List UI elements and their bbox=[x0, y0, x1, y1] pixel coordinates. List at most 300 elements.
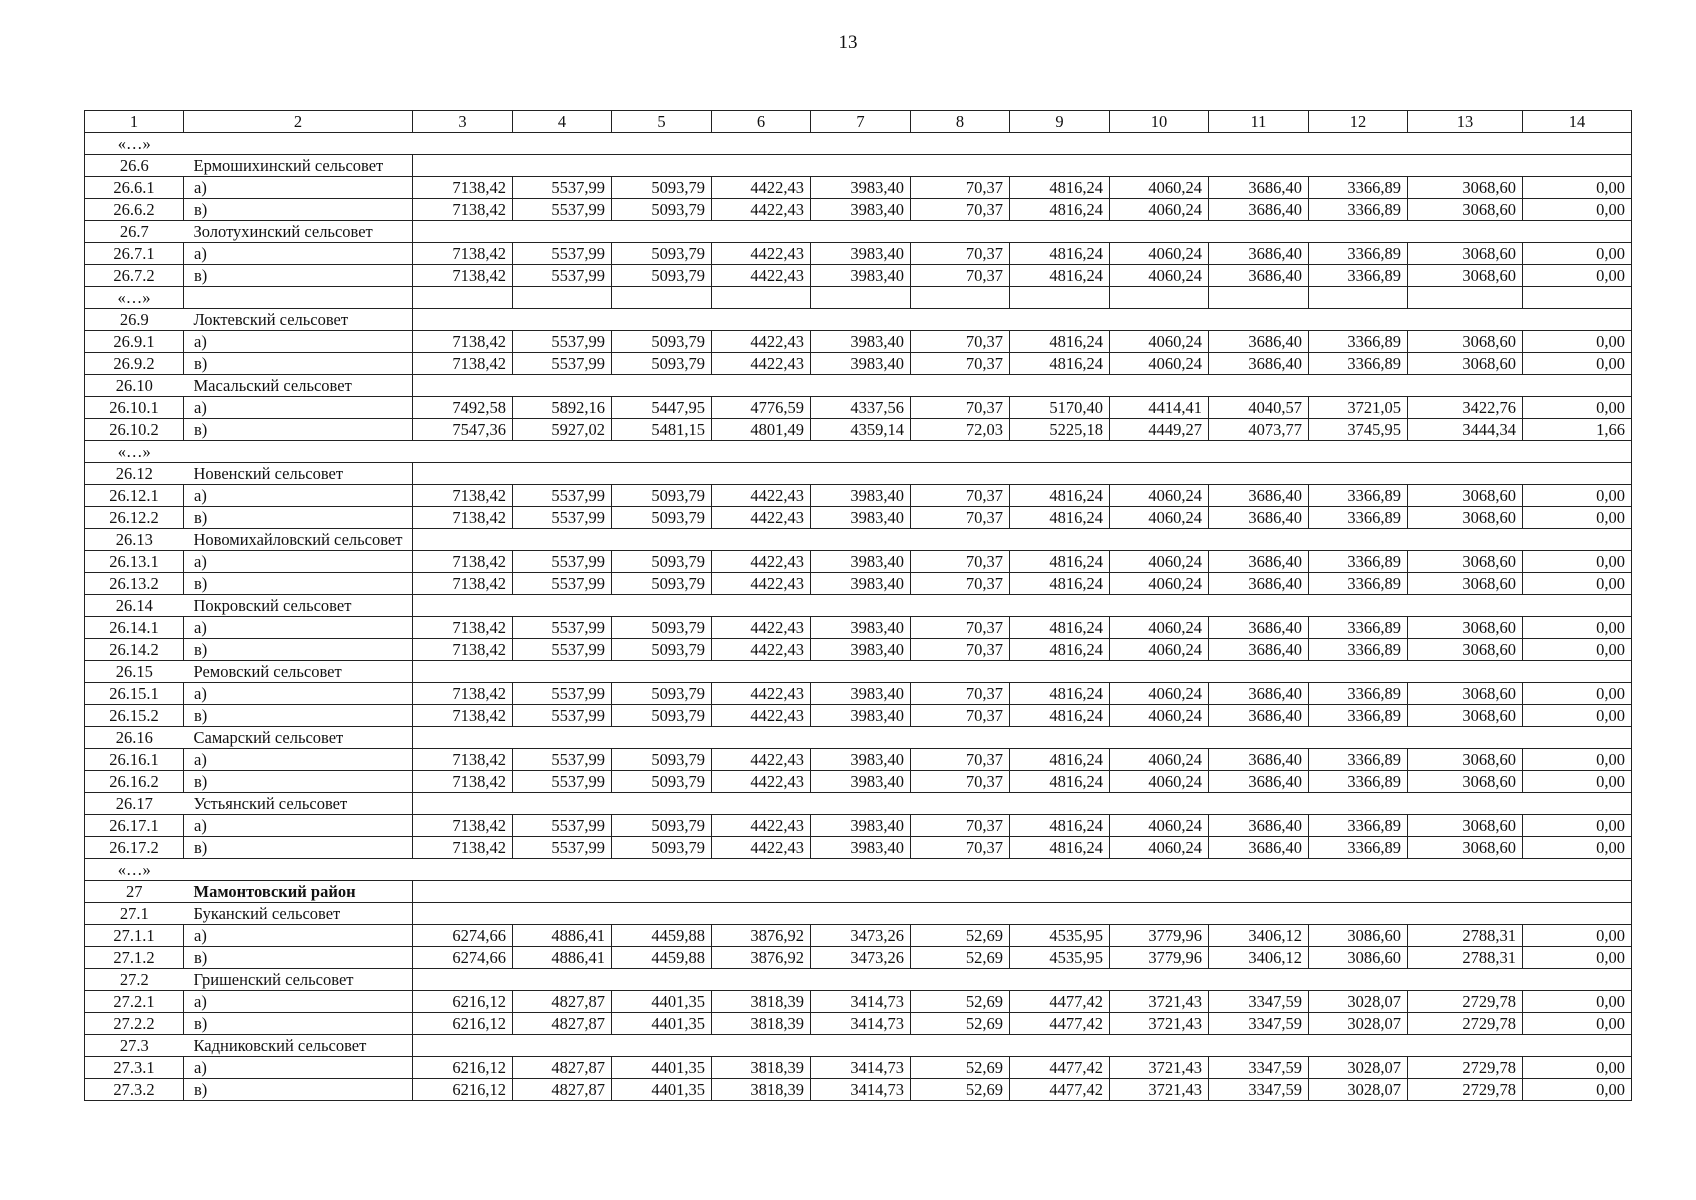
value-cell: 3686,40 bbox=[1209, 243, 1309, 265]
value-cell: 3366,89 bbox=[1309, 551, 1408, 573]
row-variant: в) bbox=[184, 837, 413, 859]
table-row bbox=[85, 331, 1632, 353]
value-cell: 3983,40 bbox=[811, 177, 911, 199]
value-cell: 3414,73 bbox=[811, 1057, 911, 1079]
value-cell: 5927,02 bbox=[513, 419, 612, 441]
empty-cell bbox=[513, 287, 612, 309]
value-cell: 5537,99 bbox=[513, 353, 612, 375]
value-cell: 3068,60 bbox=[1408, 705, 1523, 727]
value-cell: 4060,24 bbox=[1110, 331, 1209, 353]
empty-cell bbox=[413, 287, 513, 309]
value-cell: 4422,43 bbox=[712, 705, 811, 727]
value-cell: 3983,40 bbox=[811, 551, 911, 573]
value-cell: 5447,95 bbox=[612, 397, 712, 419]
table-row bbox=[85, 749, 1632, 771]
value-cell: 3366,89 bbox=[1309, 617, 1408, 639]
row-code: 26.17.1 bbox=[85, 815, 184, 837]
column-header: 14 bbox=[1523, 111, 1632, 133]
value-cell: 3686,40 bbox=[1209, 573, 1309, 595]
value-cell: 3366,89 bbox=[1309, 485, 1408, 507]
table-row bbox=[85, 199, 1632, 221]
value-cell: 3444,34 bbox=[1408, 419, 1523, 441]
empty-cell bbox=[911, 287, 1010, 309]
value-cell: 0,00 bbox=[1523, 397, 1632, 419]
table-row bbox=[85, 771, 1632, 793]
row-code: 26.15.2 bbox=[85, 705, 184, 727]
row-variant: в) bbox=[184, 639, 413, 661]
row-code: 26.6.2 bbox=[85, 199, 184, 221]
empty-cell bbox=[1309, 287, 1408, 309]
value-cell: 4337,56 bbox=[811, 397, 911, 419]
value-cell: 4422,43 bbox=[712, 243, 811, 265]
value-cell: 3876,92 bbox=[712, 947, 811, 969]
value-cell: 2729,78 bbox=[1408, 1013, 1523, 1035]
value-cell: 3068,60 bbox=[1408, 771, 1523, 793]
value-cell: 52,69 bbox=[911, 947, 1010, 969]
value-cell: 0,00 bbox=[1523, 1057, 1632, 1079]
row-variant: в) bbox=[184, 947, 413, 969]
column-header: 1 bbox=[85, 111, 184, 133]
council-header-row bbox=[85, 903, 1632, 925]
value-cell: 4827,87 bbox=[513, 1013, 612, 1035]
empty-cell bbox=[184, 287, 413, 309]
value-cell: 4816,24 bbox=[1010, 617, 1110, 639]
value-cell: 0,00 bbox=[1523, 243, 1632, 265]
value-cell: 3366,89 bbox=[1309, 331, 1408, 353]
value-cell: 5537,99 bbox=[513, 507, 612, 529]
value-cell: 3686,40 bbox=[1209, 771, 1309, 793]
omission-row bbox=[85, 287, 1632, 309]
value-cell: 5537,99 bbox=[513, 771, 612, 793]
value-cell: 3406,12 bbox=[1209, 947, 1309, 969]
value-cell: 0,00 bbox=[1523, 573, 1632, 595]
council-header-row bbox=[85, 969, 1632, 991]
value-cell: 3068,60 bbox=[1408, 837, 1523, 859]
value-cell: 4816,24 bbox=[1010, 177, 1110, 199]
council-header-row bbox=[85, 221, 1632, 243]
value-cell: 4422,43 bbox=[712, 573, 811, 595]
value-cell: 0,00 bbox=[1523, 177, 1632, 199]
council-name: Буканский сельсовет bbox=[184, 903, 413, 925]
value-cell: 4422,43 bbox=[712, 617, 811, 639]
row-code: 26.10.1 bbox=[85, 397, 184, 419]
value-cell: 3686,40 bbox=[1209, 265, 1309, 287]
value-cell: 3983,40 bbox=[811, 573, 911, 595]
value-cell: 4816,24 bbox=[1010, 683, 1110, 705]
value-cell: 5093,79 bbox=[612, 199, 712, 221]
value-cell: 4477,42 bbox=[1010, 1057, 1110, 1079]
row-code: 26.12.1 bbox=[85, 485, 184, 507]
row-code: 26.6.1 bbox=[85, 177, 184, 199]
row-code: 26.17 bbox=[85, 793, 184, 815]
value-cell: 3068,60 bbox=[1408, 265, 1523, 287]
value-cell: 3366,89 bbox=[1309, 265, 1408, 287]
value-cell: 3983,40 bbox=[811, 815, 911, 837]
value-cell: 0,00 bbox=[1523, 991, 1632, 1013]
value-cell: 7138,42 bbox=[413, 353, 513, 375]
empty-cell bbox=[413, 309, 1632, 331]
empty-cell bbox=[1408, 287, 1523, 309]
value-cell: 70,37 bbox=[911, 397, 1010, 419]
value-cell: 3366,89 bbox=[1309, 749, 1408, 771]
omission-marker: «…» bbox=[85, 859, 184, 881]
value-cell: 52,69 bbox=[911, 1057, 1010, 1079]
value-cell: 4422,43 bbox=[712, 177, 811, 199]
council-name: Самарский сельсовет bbox=[184, 727, 413, 749]
value-cell: 3818,39 bbox=[712, 1013, 811, 1035]
value-cell: 4414,41 bbox=[1110, 397, 1209, 419]
value-cell: 4060,24 bbox=[1110, 573, 1209, 595]
value-cell: 0,00 bbox=[1523, 749, 1632, 771]
omission-row bbox=[85, 859, 1632, 881]
value-cell: 3818,39 bbox=[712, 1057, 811, 1079]
row-code: 26.6 bbox=[85, 155, 184, 177]
value-cell: 5537,99 bbox=[513, 177, 612, 199]
row-variant: в) bbox=[184, 419, 413, 441]
table-row bbox=[85, 925, 1632, 947]
council-name: Масальский сельсовет bbox=[184, 375, 413, 397]
value-cell: 4422,43 bbox=[712, 485, 811, 507]
value-cell: 4816,24 bbox=[1010, 705, 1110, 727]
value-cell: 4060,24 bbox=[1110, 683, 1209, 705]
row-code: 26.7.2 bbox=[85, 265, 184, 287]
value-cell: 0,00 bbox=[1523, 507, 1632, 529]
value-cell: 3983,40 bbox=[811, 485, 911, 507]
value-cell: 4060,24 bbox=[1110, 199, 1209, 221]
empty-cell bbox=[413, 155, 1632, 177]
value-cell: 5170,40 bbox=[1010, 397, 1110, 419]
value-cell: 5093,79 bbox=[612, 749, 712, 771]
value-cell: 3686,40 bbox=[1209, 639, 1309, 661]
council-header-row bbox=[85, 793, 1632, 815]
value-cell: 3068,60 bbox=[1408, 683, 1523, 705]
value-cell: 52,69 bbox=[911, 1079, 1010, 1101]
column-header: 8 bbox=[911, 111, 1010, 133]
empty-cell bbox=[413, 463, 1632, 485]
empty-cell bbox=[1209, 287, 1309, 309]
value-cell: 3366,89 bbox=[1309, 199, 1408, 221]
value-cell: 1,66 bbox=[1523, 419, 1632, 441]
value-cell: 3406,12 bbox=[1209, 925, 1309, 947]
page-number: 13 bbox=[838, 32, 858, 53]
value-cell: 0,00 bbox=[1523, 815, 1632, 837]
council-name: Новенский сельсовет bbox=[184, 463, 413, 485]
value-cell: 4422,43 bbox=[712, 353, 811, 375]
value-cell: 7138,42 bbox=[413, 331, 513, 353]
value-cell: 3068,60 bbox=[1408, 749, 1523, 771]
value-cell: 7138,42 bbox=[413, 749, 513, 771]
value-cell: 4073,77 bbox=[1209, 419, 1309, 441]
value-cell: 3366,89 bbox=[1309, 353, 1408, 375]
value-cell: 5537,99 bbox=[513, 815, 612, 837]
value-cell: 70,37 bbox=[911, 705, 1010, 727]
value-cell: 3983,40 bbox=[811, 265, 911, 287]
value-cell: 70,37 bbox=[911, 573, 1010, 595]
value-cell: 3983,40 bbox=[811, 837, 911, 859]
value-cell: 3686,40 bbox=[1209, 815, 1309, 837]
value-cell: 70,37 bbox=[911, 331, 1010, 353]
value-cell: 2788,31 bbox=[1408, 925, 1523, 947]
omission-row bbox=[85, 441, 1632, 463]
value-cell: 5093,79 bbox=[612, 243, 712, 265]
row-code: 26.9.2 bbox=[85, 353, 184, 375]
value-cell: 7547,36 bbox=[413, 419, 513, 441]
value-cell: 4060,24 bbox=[1110, 551, 1209, 573]
value-cell: 5537,99 bbox=[513, 485, 612, 507]
row-code: 26.12.2 bbox=[85, 507, 184, 529]
value-cell: 3086,60 bbox=[1309, 947, 1408, 969]
value-cell: 6216,12 bbox=[413, 991, 513, 1013]
value-cell: 3983,40 bbox=[811, 771, 911, 793]
value-cell: 4816,24 bbox=[1010, 639, 1110, 661]
value-cell: 5093,79 bbox=[612, 705, 712, 727]
column-header: 10 bbox=[1110, 111, 1209, 133]
row-variant: а) bbox=[184, 1057, 413, 1079]
empty-cell bbox=[413, 661, 1632, 683]
value-cell: 0,00 bbox=[1523, 1013, 1632, 1035]
row-variant: в) bbox=[184, 1013, 413, 1035]
value-cell: 52,69 bbox=[911, 1013, 1010, 1035]
column-header: 9 bbox=[1010, 111, 1110, 133]
council-name: Кадниковский сельсовет bbox=[184, 1035, 413, 1057]
value-cell: 70,37 bbox=[911, 837, 1010, 859]
value-cell: 0,00 bbox=[1523, 551, 1632, 573]
value-cell: 3086,60 bbox=[1309, 925, 1408, 947]
council-name: Золотухинский сельсовет bbox=[184, 221, 413, 243]
council-header-row bbox=[85, 727, 1632, 749]
council-header-row bbox=[85, 375, 1632, 397]
value-cell: 5093,79 bbox=[612, 573, 712, 595]
value-cell: 5093,79 bbox=[612, 353, 712, 375]
empty-cell bbox=[1523, 287, 1632, 309]
table-row bbox=[85, 397, 1632, 419]
value-cell: 4886,41 bbox=[513, 925, 612, 947]
value-cell: 3983,40 bbox=[811, 243, 911, 265]
table-row bbox=[85, 419, 1632, 441]
council-header-row bbox=[85, 661, 1632, 683]
value-cell: 5537,99 bbox=[513, 265, 612, 287]
value-cell: 3068,60 bbox=[1408, 199, 1523, 221]
value-cell: 3366,89 bbox=[1309, 177, 1408, 199]
value-cell: 70,37 bbox=[911, 683, 1010, 705]
council-header-row bbox=[85, 309, 1632, 331]
value-cell: 2788,31 bbox=[1408, 947, 1523, 969]
value-cell: 3028,07 bbox=[1309, 1079, 1408, 1101]
row-variant: в) bbox=[184, 507, 413, 529]
council-name: Покровский сельсовет bbox=[184, 595, 413, 617]
council-name: Новомихайловский сельсовет bbox=[184, 529, 413, 551]
row-variant: а) bbox=[184, 177, 413, 199]
value-cell: 52,69 bbox=[911, 991, 1010, 1013]
column-header: 6 bbox=[712, 111, 811, 133]
value-cell: 7138,42 bbox=[413, 617, 513, 639]
council-name: Ермошихинский сельсовет bbox=[184, 155, 413, 177]
value-cell: 5892,16 bbox=[513, 397, 612, 419]
value-cell: 4401,35 bbox=[612, 991, 712, 1013]
empty-cell bbox=[184, 133, 1632, 155]
value-cell: 7138,42 bbox=[413, 551, 513, 573]
value-cell: 4827,87 bbox=[513, 991, 612, 1013]
value-cell: 0,00 bbox=[1523, 771, 1632, 793]
district-name: Мамонтовский район bbox=[184, 881, 413, 903]
value-cell: 4459,88 bbox=[612, 925, 712, 947]
row-variant: а) bbox=[184, 331, 413, 353]
value-cell: 3366,89 bbox=[1309, 683, 1408, 705]
column-header: 5 bbox=[612, 111, 712, 133]
value-cell: 70,37 bbox=[911, 199, 1010, 221]
value-cell: 52,69 bbox=[911, 925, 1010, 947]
value-cell: 4060,24 bbox=[1110, 837, 1209, 859]
value-cell: 0,00 bbox=[1523, 617, 1632, 639]
value-cell: 4535,95 bbox=[1010, 925, 1110, 947]
value-cell: 5093,79 bbox=[612, 683, 712, 705]
table-row bbox=[85, 485, 1632, 507]
value-cell: 0,00 bbox=[1523, 485, 1632, 507]
district-header-row bbox=[85, 881, 1632, 903]
value-cell: 3983,40 bbox=[811, 683, 911, 705]
value-cell: 3721,43 bbox=[1110, 1079, 1209, 1101]
column-header: 7 bbox=[811, 111, 911, 133]
table-row bbox=[85, 573, 1632, 595]
value-cell: 3473,26 bbox=[811, 925, 911, 947]
row-code: 26.7.1 bbox=[85, 243, 184, 265]
value-cell: 5093,79 bbox=[612, 771, 712, 793]
value-cell: 3686,40 bbox=[1209, 199, 1309, 221]
value-cell: 6216,12 bbox=[413, 1013, 513, 1035]
value-cell: 7138,42 bbox=[413, 573, 513, 595]
value-cell: 7138,42 bbox=[413, 507, 513, 529]
table-row bbox=[85, 815, 1632, 837]
value-cell: 3686,40 bbox=[1209, 507, 1309, 529]
row-code: 26.14 bbox=[85, 595, 184, 617]
value-cell: 6274,66 bbox=[413, 947, 513, 969]
value-cell: 3983,40 bbox=[811, 705, 911, 727]
row-code: 27 bbox=[85, 881, 184, 903]
value-cell: 4816,24 bbox=[1010, 573, 1110, 595]
value-cell: 5093,79 bbox=[612, 265, 712, 287]
value-cell: 3068,60 bbox=[1408, 507, 1523, 529]
row-variant: а) bbox=[184, 485, 413, 507]
row-code: 27.3.2 bbox=[85, 1079, 184, 1101]
value-cell: 4886,41 bbox=[513, 947, 612, 969]
row-code: 26.15.1 bbox=[85, 683, 184, 705]
value-cell: 2729,78 bbox=[1408, 991, 1523, 1013]
row-code: 26.16.1 bbox=[85, 749, 184, 771]
empty-cell bbox=[413, 529, 1632, 551]
row-variant: в) bbox=[184, 573, 413, 595]
column-header: 12 bbox=[1309, 111, 1408, 133]
value-cell: 4060,24 bbox=[1110, 507, 1209, 529]
value-cell: 3686,40 bbox=[1209, 331, 1309, 353]
value-cell: 3721,43 bbox=[1110, 991, 1209, 1013]
value-cell: 3983,40 bbox=[811, 749, 911, 771]
omission-row bbox=[85, 133, 1632, 155]
value-cell: 3779,96 bbox=[1110, 925, 1209, 947]
value-cell: 0,00 bbox=[1523, 353, 1632, 375]
value-cell: 3366,89 bbox=[1309, 837, 1408, 859]
value-cell: 6216,12 bbox=[413, 1079, 513, 1101]
row-code: 26.13.1 bbox=[85, 551, 184, 573]
value-cell: 3068,60 bbox=[1408, 573, 1523, 595]
value-cell: 5093,79 bbox=[612, 551, 712, 573]
value-cell: 5093,79 bbox=[612, 837, 712, 859]
value-cell: 3366,89 bbox=[1309, 243, 1408, 265]
column-header: 4 bbox=[513, 111, 612, 133]
value-cell: 7138,42 bbox=[413, 705, 513, 727]
council-header-row bbox=[85, 463, 1632, 485]
value-cell: 3414,73 bbox=[811, 1079, 911, 1101]
value-cell: 5481,15 bbox=[612, 419, 712, 441]
value-cell: 4359,14 bbox=[811, 419, 911, 441]
value-cell: 4060,24 bbox=[1110, 815, 1209, 837]
value-cell: 70,37 bbox=[911, 485, 1010, 507]
empty-cell bbox=[413, 1035, 1632, 1057]
value-cell: 4060,24 bbox=[1110, 265, 1209, 287]
value-cell: 3686,40 bbox=[1209, 705, 1309, 727]
row-variant: а) bbox=[184, 991, 413, 1013]
value-cell: 3347,59 bbox=[1209, 991, 1309, 1013]
value-cell: 7138,42 bbox=[413, 485, 513, 507]
value-cell: 0,00 bbox=[1523, 925, 1632, 947]
value-cell: 4401,35 bbox=[612, 1079, 712, 1101]
value-cell: 3983,40 bbox=[811, 331, 911, 353]
council-header-row bbox=[85, 595, 1632, 617]
value-cell: 3068,60 bbox=[1408, 353, 1523, 375]
value-cell: 0,00 bbox=[1523, 683, 1632, 705]
value-cell: 5093,79 bbox=[612, 617, 712, 639]
value-cell: 3068,60 bbox=[1408, 177, 1523, 199]
value-cell: 0,00 bbox=[1523, 265, 1632, 287]
row-variant: в) bbox=[184, 353, 413, 375]
value-cell: 3068,60 bbox=[1408, 639, 1523, 661]
council-name: Устьянский сельсовет bbox=[184, 793, 413, 815]
value-cell: 5093,79 bbox=[612, 485, 712, 507]
value-cell: 7492,58 bbox=[413, 397, 513, 419]
table-row bbox=[85, 991, 1632, 1013]
value-cell: 3686,40 bbox=[1209, 837, 1309, 859]
value-cell: 3721,05 bbox=[1309, 397, 1408, 419]
value-cell: 4477,42 bbox=[1010, 1013, 1110, 1035]
table-row bbox=[85, 683, 1632, 705]
value-cell: 5537,99 bbox=[513, 705, 612, 727]
value-cell: 4060,24 bbox=[1110, 705, 1209, 727]
value-cell: 70,37 bbox=[911, 353, 1010, 375]
value-cell: 3347,59 bbox=[1209, 1079, 1309, 1101]
empty-cell bbox=[811, 287, 911, 309]
value-cell: 7138,42 bbox=[413, 199, 513, 221]
empty-cell bbox=[413, 903, 1632, 925]
value-cell: 7138,42 bbox=[413, 837, 513, 859]
value-cell: 5093,79 bbox=[612, 177, 712, 199]
value-cell: 3068,60 bbox=[1408, 331, 1523, 353]
row-variant: а) bbox=[184, 397, 413, 419]
value-cell: 3028,07 bbox=[1309, 1057, 1408, 1079]
value-cell: 3068,60 bbox=[1408, 485, 1523, 507]
row-code: 26.17.2 bbox=[85, 837, 184, 859]
council-header-row bbox=[85, 155, 1632, 177]
value-cell: 5093,79 bbox=[612, 639, 712, 661]
value-cell: 4040,57 bbox=[1209, 397, 1309, 419]
council-header-row bbox=[85, 529, 1632, 551]
row-code: 26.14.1 bbox=[85, 617, 184, 639]
value-cell: 5537,99 bbox=[513, 749, 612, 771]
value-cell: 4422,43 bbox=[712, 815, 811, 837]
value-cell: 70,37 bbox=[911, 177, 1010, 199]
value-cell: 4816,24 bbox=[1010, 551, 1110, 573]
empty-cell bbox=[413, 727, 1632, 749]
value-cell: 4401,35 bbox=[612, 1057, 712, 1079]
row-variant: в) bbox=[184, 265, 413, 287]
